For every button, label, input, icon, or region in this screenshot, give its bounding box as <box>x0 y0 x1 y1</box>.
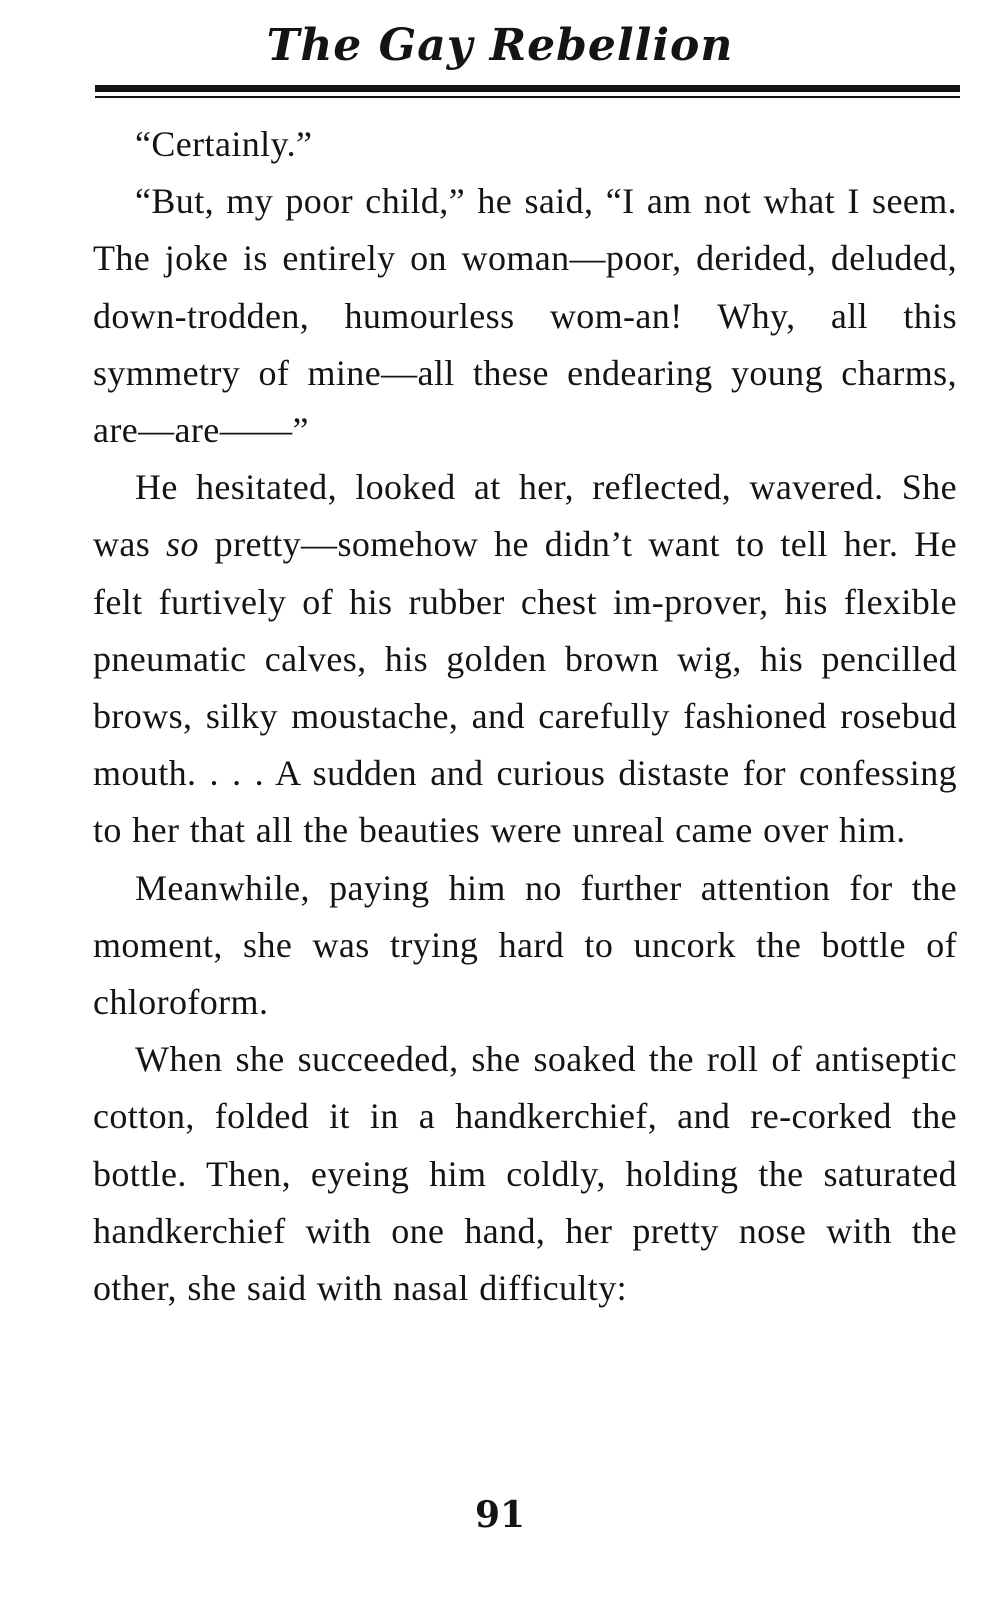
paragraph-hesitated-start: He hesitated, looked at her, reflected, wavered. She was <box>93 467 957 565</box>
paragraph-poor-child: “But, my poor child,” he said, “I am not what I seem. The joke is entirely on woman—poor, derided, deluded, down-trodden, humourless wom-an! Why, all this symmetry of mine—all these endearing young charms, are—are——” <box>93 181 957 451</box>
paragraph-hesitated-end: pretty—somehow he didn’t want to tell her. He felt furtively of his rubber chest im-prover, his flexible pneumatic calves, his golden brown wig, his pencilled brows, silky moustache, and carefully fashioned rosebud mouth. . . . A sudden and curious distaste for confessing to her that all the beauties were unreal came over him. <box>93 524 957 851</box>
paragraph-certainly: “Certainly.” <box>135 124 313 164</box>
paragraph-meanwhile: Meanwhile, paying him no further attention for the moment, she was trying hard to uncork the bottle of chloroform. <box>93 867 957 1023</box>
page-number: 91 <box>474 1494 526 1536</box>
paragraph-hesitated <box>93 459 957 859</box>
paragraph-succeeded: When she succeeded, she soaked the roll of antiseptic cotton, folded it in a handkerchief, and re-corked the bottle. Then, eyeing him coldly, holding the saturated handkerchief with one hand, her pretty nose with the other, she said with nasal difficulty: <box>93 1039 957 1309</box>
body-text <box>93 116 957 1317</box>
emphasis-so: so <box>166 524 199 565</box>
header-rule-thick <box>95 85 960 92</box>
header-rule-thin <box>95 96 960 98</box>
running-head-title: The Gay Rebellion <box>266 20 734 71</box>
